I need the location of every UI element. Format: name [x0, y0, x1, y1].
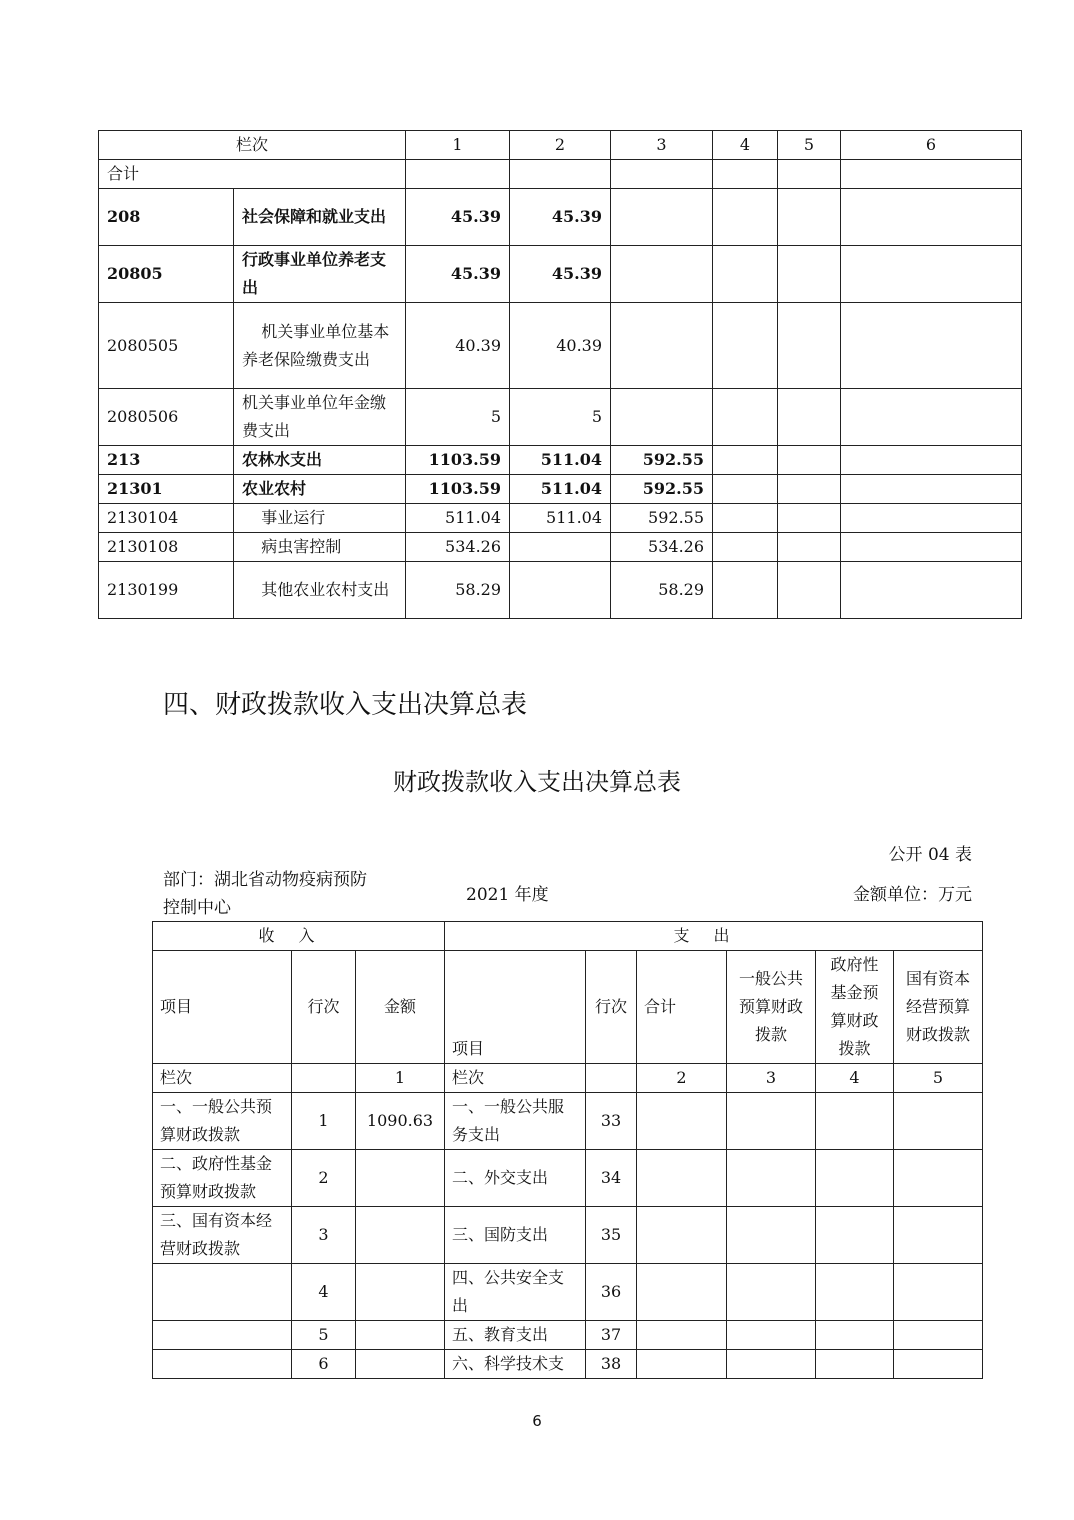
income-amount	[356, 1264, 445, 1321]
header-cell: 6	[841, 131, 1022, 160]
index-label2: 栏次	[445, 1064, 586, 1093]
col-item2: 项目	[445, 951, 586, 1064]
row-col2: 511.04	[510, 446, 611, 475]
total-row	[99, 160, 1022, 189]
expense-item: 六、科学技术支	[445, 1350, 586, 1379]
header-cell: 5	[778, 131, 841, 160]
income-line: 3	[292, 1207, 356, 1264]
index-1: 1	[356, 1064, 445, 1093]
row-col2	[510, 533, 611, 562]
group-header-row	[153, 922, 983, 951]
row-col2: 5	[510, 389, 611, 446]
row-code: 2080505	[99, 303, 234, 389]
index-4: 4	[816, 1064, 894, 1093]
table-row	[153, 1264, 983, 1321]
income-line: 5	[292, 1321, 356, 1350]
table-row	[99, 246, 1022, 303]
expense-detail-table	[98, 130, 1022, 619]
index-2: 2	[637, 1064, 727, 1093]
fiscal-year: 2021 年度	[466, 885, 549, 905]
row-col2: 45.39	[510, 246, 611, 303]
page-number: 6	[532, 1412, 542, 1430]
row-col2: 511.04	[510, 504, 611, 533]
table-row	[99, 504, 1022, 533]
income-header: 收入	[153, 922, 445, 951]
row-col1: 511.04	[406, 504, 510, 533]
col-state: 国有资本经营预算财政拨款	[894, 951, 983, 1064]
header-cell: 3	[611, 131, 713, 160]
row-code: 2130108	[99, 533, 234, 562]
index-3: 3	[727, 1064, 816, 1093]
expense-header: 支出	[445, 922, 983, 951]
row-name: 事业运行	[234, 504, 406, 533]
income-item: 一、一般公共预算财政拨款	[153, 1093, 292, 1150]
income-amount	[356, 1207, 445, 1264]
row-col3	[611, 246, 713, 303]
income-item: 二、政府性基金预算财政拨款	[153, 1150, 292, 1207]
table-row	[153, 1150, 983, 1207]
row-col1: 40.39	[406, 303, 510, 389]
row-code: 20805	[99, 246, 234, 303]
table-row	[99, 303, 1022, 389]
row-name: 农林水支出	[234, 446, 406, 475]
income-amount	[356, 1350, 445, 1379]
appropriation-summary-table	[152, 921, 983, 1379]
row-col1: 1103.59	[406, 446, 510, 475]
header-cell: 栏次	[99, 131, 406, 160]
expense-line: 38	[586, 1350, 637, 1379]
col-general: 一般公共预算财政拨款	[727, 951, 816, 1064]
row-col3	[611, 189, 713, 246]
row-code: 2130199	[99, 562, 234, 619]
expense-line: 33	[586, 1093, 637, 1150]
row-col2: 40.39	[510, 303, 611, 389]
column-header-row	[153, 951, 983, 1064]
col-fund: 政府性基金预算财政拨款	[816, 951, 894, 1064]
row-code: 213	[99, 446, 234, 475]
income-item	[153, 1264, 292, 1321]
income-line: 1	[292, 1093, 356, 1150]
table-row	[99, 475, 1022, 504]
total-label: 合计	[99, 160, 406, 189]
income-item	[153, 1350, 292, 1379]
col-total: 合计	[637, 951, 727, 1064]
income-item: 三、国有资本经营财政拨款	[153, 1207, 292, 1264]
table-row	[99, 533, 1022, 562]
expense-item: 四、公共安全支出	[445, 1264, 586, 1321]
row-col3: 592.55	[611, 446, 713, 475]
col-item: 项目	[153, 951, 292, 1064]
expense-item: 五、教育支出	[445, 1321, 586, 1350]
expense-line: 36	[586, 1264, 637, 1321]
row-name: 机关事业单位年金缴费支出	[234, 389, 406, 446]
row-name: 病虫害控制	[234, 533, 406, 562]
row-name: 机关事业单位基本养老保险缴费支出	[234, 303, 406, 389]
row-col2	[510, 562, 611, 619]
row-code: 208	[99, 189, 234, 246]
row-code: 2130104	[99, 504, 234, 533]
amount-unit: 金额单位：万元	[853, 885, 972, 905]
index-label: 栏次	[153, 1064, 292, 1093]
table-row	[153, 1093, 983, 1150]
income-amount	[356, 1321, 445, 1350]
index-5: 5	[894, 1064, 983, 1093]
table-code: 公开 04 表	[888, 845, 972, 865]
row-col1: 45.39	[406, 246, 510, 303]
table-row	[99, 389, 1022, 446]
row-col2: 45.39	[510, 189, 611, 246]
header-cell: 4	[713, 131, 778, 160]
row-col2: 511.04	[510, 475, 611, 504]
col-line: 行次	[292, 951, 356, 1064]
row-col3: 592.55	[611, 475, 713, 504]
row-col3: 534.26	[611, 533, 713, 562]
income-amount: 1090.63	[356, 1093, 445, 1150]
expense-line: 34	[586, 1150, 637, 1207]
row-name: 社会保障和就业支出	[234, 189, 406, 246]
income-line: 6	[292, 1350, 356, 1379]
income-item	[153, 1321, 292, 1350]
table-row	[153, 1350, 983, 1379]
expense-line: 37	[586, 1321, 637, 1350]
row-col3	[611, 389, 713, 446]
row-col3: 592.55	[611, 504, 713, 533]
income-amount	[356, 1150, 445, 1207]
row-col1: 58.29	[406, 562, 510, 619]
table-row	[153, 1321, 983, 1350]
expense-item: 二、外交支出	[445, 1150, 586, 1207]
header-cell: 1	[406, 131, 510, 160]
header-cell: 2	[510, 131, 611, 160]
row-col3: 58.29	[611, 562, 713, 619]
department-label: 部门：湖北省动物疫病预防控制中心	[163, 870, 367, 918]
table-row	[99, 189, 1022, 246]
col-amount: 金额	[356, 951, 445, 1064]
row-name: 行政事业单位养老支出	[234, 246, 406, 303]
section-heading: 四、财政拨款收入支出决算总表	[163, 690, 528, 720]
table-title: 财政拨款收入支出决算总表	[393, 768, 681, 796]
income-line: 4	[292, 1264, 356, 1321]
row-code: 21301	[99, 475, 234, 504]
row-col1: 5	[406, 389, 510, 446]
row-col1: 1103.59	[406, 475, 510, 504]
expense-line: 35	[586, 1207, 637, 1264]
row-col3	[611, 303, 713, 389]
expense-item: 三、国防支出	[445, 1207, 586, 1264]
row-name: 其他农业农村支出	[234, 562, 406, 619]
table-row	[99, 562, 1022, 619]
row-col1: 534.26	[406, 533, 510, 562]
expense-item: 一、一般公共服务支出	[445, 1093, 586, 1150]
column-index-row	[153, 1064, 983, 1093]
column-index-row	[99, 131, 1022, 160]
col-line2: 行次	[586, 951, 637, 1064]
table-row	[99, 446, 1022, 475]
row-name: 农业农村	[234, 475, 406, 504]
income-line: 2	[292, 1150, 356, 1207]
table-row	[153, 1207, 983, 1264]
row-col1: 45.39	[406, 189, 510, 246]
row-code: 2080506	[99, 389, 234, 446]
